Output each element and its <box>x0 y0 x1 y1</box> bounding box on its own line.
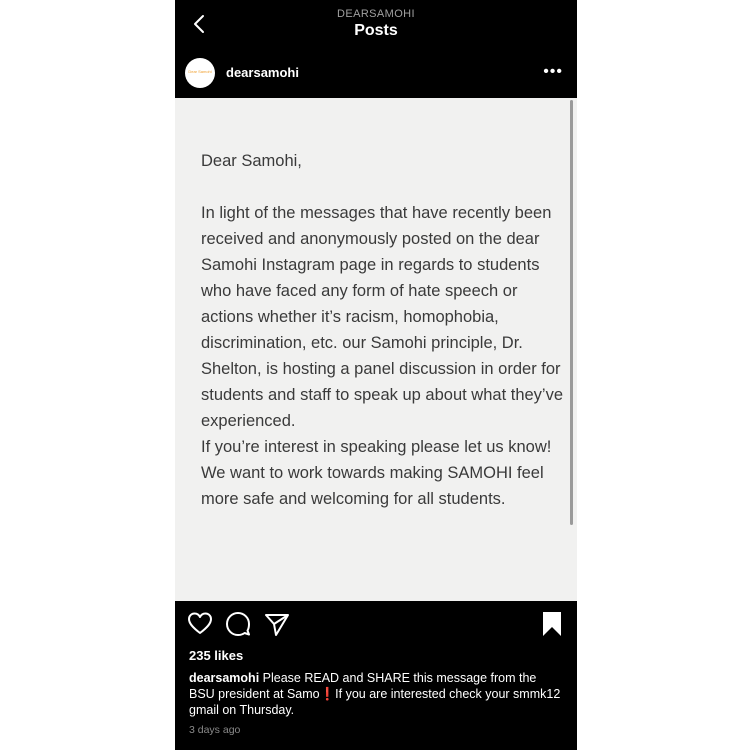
top-navigation-bar <box>175 0 577 48</box>
page-title: Posts <box>354 22 398 39</box>
send-icon <box>264 611 290 637</box>
header-titles <box>175 7 577 41</box>
post-image[interactable] <box>175 98 577 601</box>
like-count[interactable]: 235 likes <box>189 648 244 663</box>
caption-username[interactable]: dearsamohi <box>189 671 260 685</box>
instagram-post-screen <box>175 0 577 750</box>
heart-icon <box>187 611 213 637</box>
avatar[interactable] <box>185 58 215 88</box>
avatar-logo-text: Dear Samohi <box>188 69 212 74</box>
account-title: DEARSAMOHI <box>337 8 415 20</box>
bookmark-icon <box>539 611 565 637</box>
post-header <box>175 48 577 98</box>
letter-text <box>201 148 566 512</box>
caption-text: Please READ and SHARE this message from the BSU president at Samo❗️If you are interested check your smmk12 gmail on Thursday. <box>189 671 561 717</box>
letter-paragraph: In light of the messages that have recently been received and anonymously posted on the dear Samohi Instagram page in regards to students who have faced any form of hate speech or actions whether it’s racism, homophobia, discrimination, etc. our Samohi principle, Dr. Shelton, is hosting a panel discussion in order for students and staff to speak up about what they’ve experienced. <box>201 204 564 430</box>
post-timestamp: 3 days ago <box>189 724 241 736</box>
more-options-button[interactable] <box>543 65 563 79</box>
more-horizontal-icon: ••• <box>543 63 563 80</box>
post-action-bar <box>175 601 577 649</box>
comment-button[interactable] <box>225 611 251 637</box>
scrollbar[interactable] <box>570 100 573 525</box>
letter-closing: If you’re interest in speaking please let us know! We want to work towards making SAMOHI feel more safe and welcoming for all students. <box>201 438 552 508</box>
save-button[interactable] <box>539 611 565 637</box>
post-username[interactable]: dearsamohi <box>226 65 299 80</box>
comment-icon <box>225 611 251 637</box>
share-button[interactable] <box>264 611 290 637</box>
post-caption <box>189 670 564 718</box>
like-button[interactable] <box>187 611 213 637</box>
letter-greeting: Dear Samohi, <box>201 152 302 170</box>
